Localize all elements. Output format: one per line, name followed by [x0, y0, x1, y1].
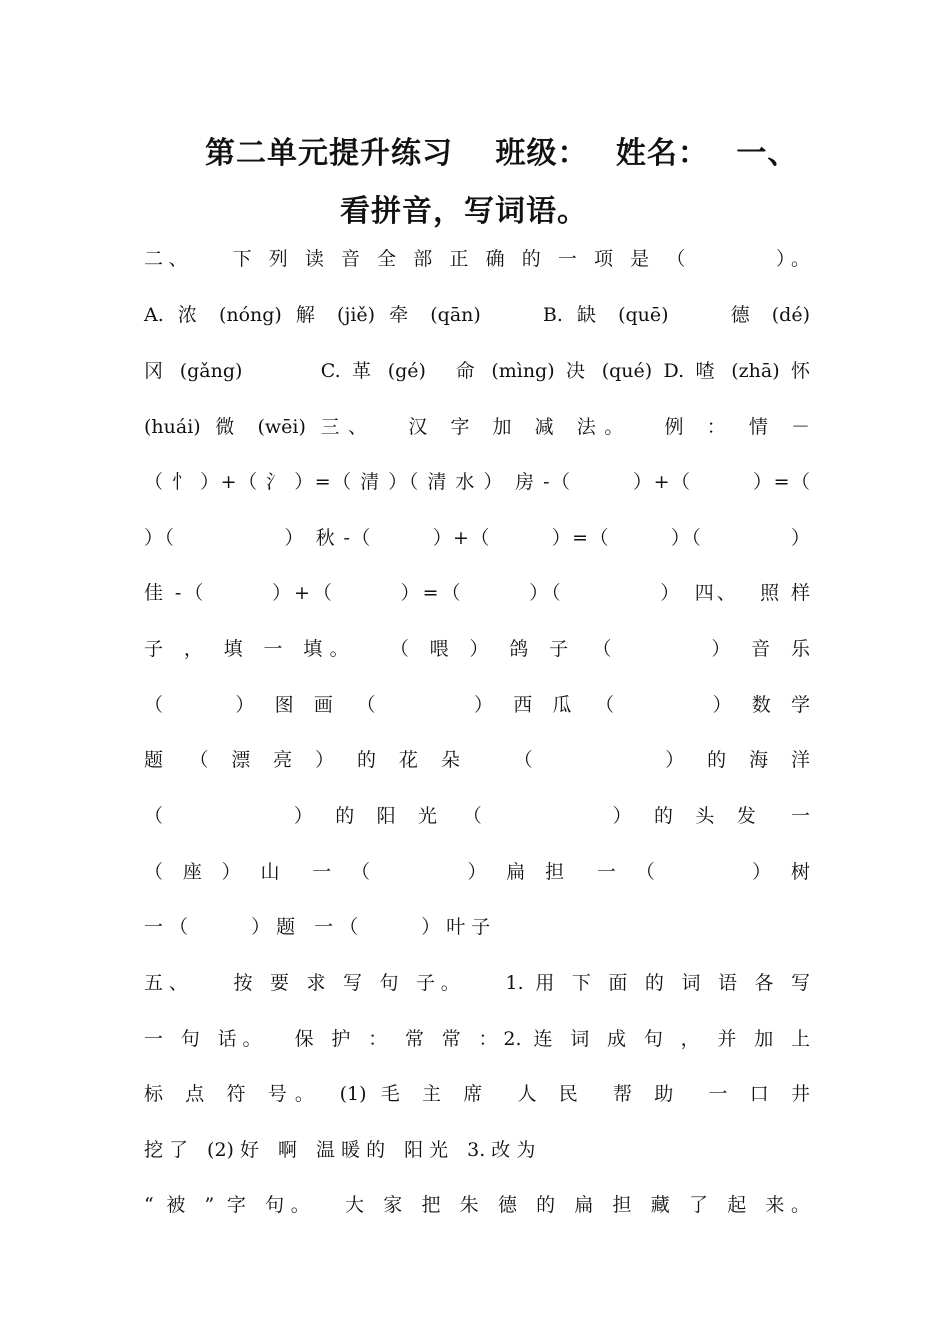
sentence-task-line-2: 标 点 符 号。 (1) 毛 主 席 人 民 帮 助 一 口 井: [144, 1083, 810, 1105]
fill-in-line-1: 子 ， 填 一 填。 （ 喂 ） 鸽 子 （ ） 音 乐: [144, 638, 810, 660]
character-math-line-3: 佳 -（ ）+（ ）=（ ）（ ） 四、 照 样: [144, 582, 810, 604]
fill-in-line-2: （ ） 图 画 （ ） 西 瓜 （ ） 数 学: [144, 694, 810, 716]
fill-in-line-4: （ ） 的 阳 光 （ ） 的 头 发 一: [144, 805, 810, 827]
section-1-heading: 看拼音，写词语。: [340, 194, 588, 229]
character-math-line-1: （ 忄 ）+（ 氵 ）=（ 清 ）（ 清 水 ） 房 -（ ）+（ ）=（: [144, 471, 810, 493]
section-5-heading-line: 五、 按 要 求 写 句 子。 1. 用 下 面 的 词 语 各 写: [144, 972, 810, 994]
worksheet-title: 第二单元提升练习 班级： 姓名： 一、: [205, 136, 799, 171]
option-a-line: A. 浓 (nóng) 解 (jiě) 牵 (qān) B. 缺 (quē) 德 (dé): [144, 304, 810, 326]
sentence-task-line-4: “ 被 ” 字 句。 大 家 把 朱 德 的 扁 担 藏 了 起 来。: [144, 1194, 810, 1216]
character-math-line-2: ）（ ） 秋 -（ ）+（ ）=（ ）（ ）: [144, 527, 810, 549]
section-3-heading-line: (huái) 微 (wēi) 三、 汉 字 加 减 法。 例 ： 情 －: [144, 416, 810, 438]
fill-in-line-3: 题 （ 漂 亮 ） 的 花 朵 （ ） 的 海 洋: [144, 749, 810, 771]
measure-word-line-1: （ 座 ） 山 一 （ ） 扁 担 一 （ ） 树: [144, 861, 810, 883]
sentence-task-line-3: 挖 了 (2) 好 啊 温 暖 的 阳 光 3. 改 为: [144, 1139, 536, 1161]
section-2-question: 二、 下 列 读 音 全 部 正 确 的 一 项 是 （ ）。: [144, 248, 810, 270]
sentence-task-line-1: 一 句 话。 保 护 ： 常 常 ：2. 连 词 成 句 ， 并 加 上: [144, 1028, 810, 1050]
measure-word-line-2: 一 （ ） 题 一 （ ） 叶 子: [144, 916, 491, 938]
option-cd-line: 冈 (gǎng) C. 革 (gé) 命 (mìng) 决 (qué) D. 喳 (zhā) 怀: [144, 360, 810, 382]
